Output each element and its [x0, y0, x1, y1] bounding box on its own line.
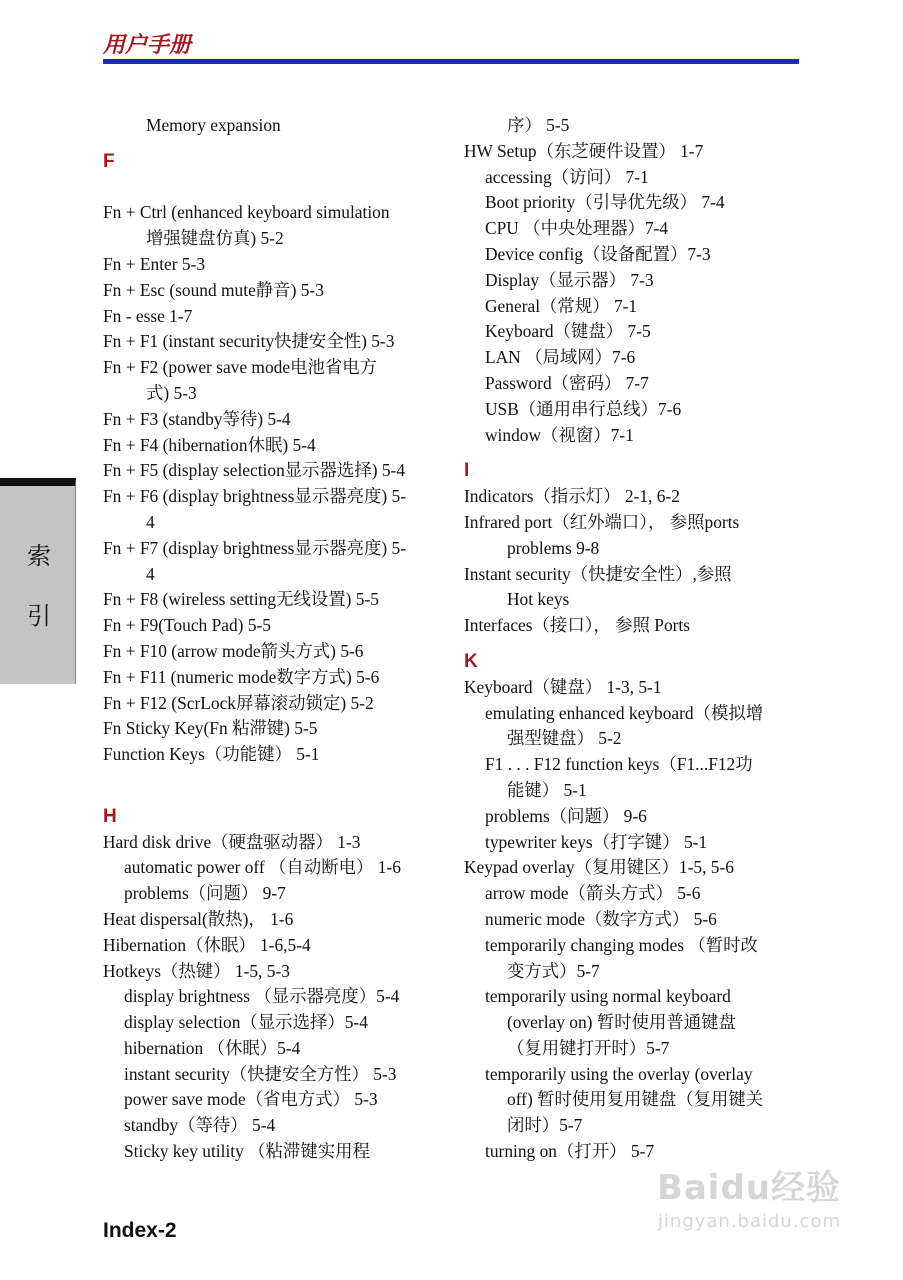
index-entry: Fn - esse 1-7 — [103, 305, 193, 326]
index-entry: Fn + F3 (standby等待) 5-4 — [103, 408, 291, 429]
index-subentry: CPU （中央处理器）7-4 — [485, 218, 669, 239]
index-subentry: LAN （局域网）7-6 — [485, 347, 636, 368]
index-subentry: （复用键打开时）5-7 — [507, 1037, 670, 1058]
index-subentry: 式) 5-3 — [146, 382, 197, 403]
index-subentry: Keyboard（键盘） 7-5 — [485, 321, 651, 342]
index-subentry: 4 — [146, 511, 155, 532]
index-subentry: General（常规） 7-1 — [485, 295, 638, 316]
index-subentry: 强型键盘） 5-2 — [507, 728, 622, 749]
index-entry: Hotkeys（热键） 1-5, 5-3 — [103, 960, 290, 981]
watermark-logo: Baidu经验 — [656, 1168, 841, 1208]
watermark-url: jingyan.baidu.com — [657, 1211, 841, 1232]
index-entry: Fn + F7 (display brightness显示器亮度) 5- — [103, 537, 407, 558]
index-subentry: Device config（设备配置）7-3 — [485, 243, 711, 264]
section-letter: K — [464, 650, 478, 672]
index-entry: Interfaces（接口）， 参照 Ports — [464, 615, 691, 636]
page-header-title: 用户手册 — [103, 32, 192, 57]
index-subentry: instant security（快捷安全方性） 5-3 — [124, 1063, 397, 1084]
index-subentry: Sticky key utility （粘滞键实用程 — [124, 1141, 370, 1162]
index-subentry: typewriter keys（打字键） 5-1 — [485, 831, 708, 852]
index-subentry: automatic power off （自动断电） 1-6 — [124, 857, 401, 878]
index-subentry: window（视窗）7-1 — [485, 424, 634, 445]
index-entry: Keypad overlay（复用键区）1-5, 5-6 — [464, 857, 734, 878]
side-tab-char-1: 索 — [27, 542, 51, 570]
index-subentry: power save mode（省电方式） 5-3 — [124, 1089, 378, 1110]
spacer — [103, 175, 448, 201]
index-subentry: Boot priority（引导优先级） 7-4 — [485, 192, 725, 213]
index-subentry: problems（问题） 9-6 — [485, 805, 647, 826]
index-subentry: F1 . . . F12 function keys（F1...F12功 — [485, 754, 753, 775]
index-subentry: display brightness （显示器亮度）5-4 — [124, 986, 400, 1007]
index-subentry: problems 9-8 — [507, 537, 600, 558]
index-entry: Fn + F8 (wireless setting无线设置) 5-5 — [103, 589, 379, 610]
section-letter: H — [103, 805, 117, 827]
index-entry: Instant security（快捷安全性）,参照 — [464, 563, 732, 584]
index-subentry: Memory expansion — [146, 115, 281, 135]
index-subentry: standby（等待） 5-4 — [124, 1115, 276, 1136]
section-letter: F — [103, 150, 115, 172]
index-entry: Function Keys（功能键） 5-1 — [103, 744, 320, 765]
index-entry: Infrared port（红外端口）， 参照ports — [464, 511, 740, 532]
index-entry: Keyboard（键盘） 1-3, 5-1 — [464, 676, 662, 697]
index-subentry: Hot keys — [507, 589, 570, 610]
index-subentry: display selection（显示选择）5-4 — [124, 1012, 368, 1033]
index-entry: Fn + F1 (instant security快捷安全性) 5-3 — [103, 331, 395, 352]
index-subentry: numeric mode（数字方式） 5-6 — [485, 908, 717, 929]
index-subentry: emulating enhanced keyboard（模拟增 — [485, 702, 764, 723]
index-subentry: temporarily using normal keyboard — [485, 986, 731, 1007]
index-entry: Fn + F5 (display selection显示器选择) 5-4 — [103, 460, 406, 481]
index-entry: Fn + F4 (hibernation休眠) 5-4 — [103, 434, 316, 455]
index-entry: Fn + F10 (arrow mode箭头方式) 5-6 — [103, 640, 364, 661]
index-subentry: problems（问题） 9-7 — [124, 883, 286, 904]
index-subentry: Display（显示器） 7-3 — [485, 269, 654, 290]
index-entry: Fn + Ctrl (enhanced keyboard simulation — [103, 202, 390, 223]
index-entry: Fn Sticky Key(Fn 粘滞键) 5-5 — [103, 718, 318, 739]
index-subentry: 变方式）5-7 — [507, 960, 600, 981]
index-subentry: temporarily changing modes （暂时改 — [485, 934, 758, 955]
side-tab-char-2: 引 — [27, 602, 51, 630]
index-entry: Fn + F2 (power save mode电池省电方 — [103, 357, 378, 378]
index-subentry: hibernation （休眠）5-4 — [124, 1037, 301, 1058]
header-rule — [103, 59, 799, 64]
index-entry: Heat dispersal(散热)， 1-6 — [103, 908, 294, 929]
index-subentry: off) 暂时使用复用键盘（复用键关 — [507, 1089, 764, 1110]
index-subentry: turning on（打开） 5-7 — [485, 1141, 655, 1162]
index-subentry: USB（通用串行总线）7-6 — [485, 398, 682, 419]
index-entry: Fn + F11 (numeric mode数字方式) 5-6 — [103, 666, 380, 687]
index-side-tab — [0, 478, 76, 684]
index-entry: Fn + Esc (sound mute静音) 5-3 — [103, 279, 324, 300]
section-letter: I — [464, 460, 470, 482]
index-subentry: 序） 5-5 — [507, 115, 570, 135]
index-subentry: 能键） 5-1 — [507, 779, 587, 800]
index-entry: Hard disk drive（硬盘驱动器） 1-3 — [103, 831, 361, 852]
index-entry: HW Setup（东芝硬件设置） 1-7 — [464, 140, 704, 161]
index-entry: Fn + Enter 5-3 — [103, 253, 206, 274]
index-subentry: arrow mode（箭头方式） 5-6 — [485, 883, 701, 904]
index-subentry: 4 — [146, 563, 155, 584]
page-number-label: Index-2 — [103, 1219, 177, 1242]
index-column-left — [103, 113, 448, 1165]
spacer — [103, 768, 448, 794]
index-subentry: accessing（访问） 7-1 — [485, 166, 649, 187]
index-entry: Indicators（指示灯） 2-1, 6-2 — [464, 486, 680, 507]
index-subentry: Password（密码） 7-7 — [485, 372, 649, 393]
index-entry: Fn + F6 (display brightness显示器亮度) 5- — [103, 486, 407, 507]
index-entry: Fn + F9(Touch Pad) 5-5 — [103, 615, 271, 636]
index-subentry: 闭时）5-7 — [507, 1115, 583, 1136]
watermark — [657, 1160, 841, 1232]
index-subentry: (overlay on) 暂时使用普通键盘 — [507, 1012, 736, 1033]
index-entry: Fn + F12 (ScrLock屏幕滚动锁定) 5-2 — [103, 692, 374, 713]
index-entry: Hibernation（休眠） 1-6,5-4 — [103, 934, 311, 955]
index-column-right — [464, 113, 804, 1165]
index-subentry: 增强键盘仿真) 5-2 — [146, 228, 284, 249]
index-subentry: temporarily using the overlay (overlay — [485, 1063, 753, 1084]
